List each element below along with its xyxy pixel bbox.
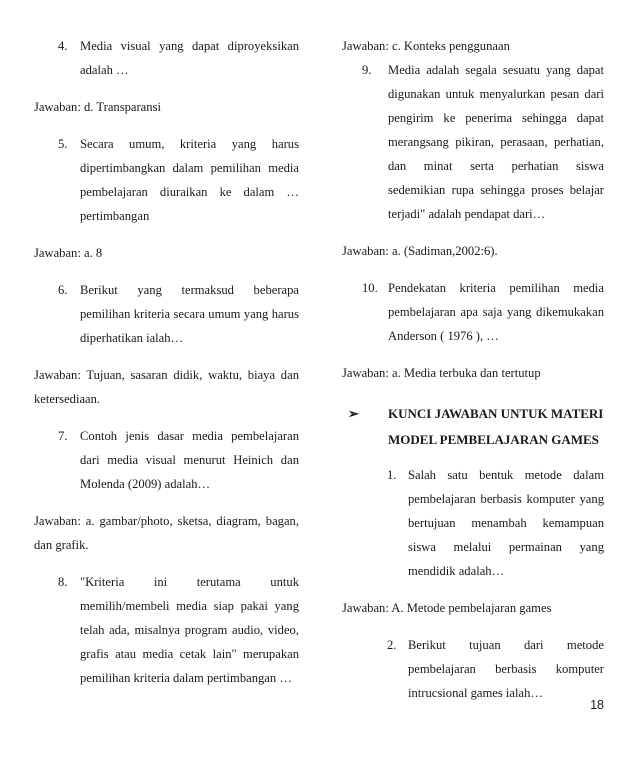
question-number: 2. [387,638,397,652]
answer-6: Jawaban: Tujuan, sasaran didik, waktu, biaya dan ketersediaan. [34,368,299,406]
question-10 [342,276,604,348]
section-heading [342,401,604,453]
answer-4: Jawaban: d. Transparansi [34,100,161,114]
question-number: 4. [58,39,68,53]
question-text: "Kriteria ini terutama untuk memilih/membeli media siap pakai yang telah ada, misalnya program audio, video, grafis atau media cetak lain" merupakan pemilihan kriteria dalam pertimbangan … [80,575,299,685]
question-9 [342,58,604,226]
answer-9: Jawaban: a. (Sadiman,2002:6). [342,244,498,258]
question-text: Pendekatan kriteria pemilihan media pembelajaran apa saja yang dikemukakan Anderson ( 1976 ), … [388,281,604,343]
answer-8: Jawaban: c. Konteks penggunaan [342,39,510,53]
arrow-bullet-icon: ➢ [348,406,359,421]
question-6 [34,278,299,350]
question-text: Media adalah segala sesuatu yang dapat digunakan untuk menyalurkan pesan dari pengirim ke penerima sehingga dapat merangsang pikiran, perasaan, perhatian, dan minat serta perhatian siswa sedemikian rupa sehingga proses belajar terjadi" adalah pendapat dari… [388,63,604,221]
games-question-1 [342,463,604,583]
question-number: 9. [362,63,372,77]
question-number: 7. [58,429,68,443]
question-text: Contoh jenis dasar media pembelajaran dari media visual menurut Heinich dan Molenda (2009) adalah… [80,429,299,491]
page-number: 18 [590,698,604,712]
question-number: 8. [58,575,68,589]
answer-5: Jawaban: a. 8 [34,246,103,260]
question-number: 1. [387,468,397,482]
games-question-2 [342,633,604,705]
games-answer-1: Jawaban: A. Metode pembelajaran games [342,601,552,615]
question-text: Berikut yang termaksud beberapa pemilihan kriteria secara umum yang harus diperhatikan ialah… [80,283,299,345]
question-4 [34,34,299,82]
question-number: 5. [58,137,68,151]
question-text: Media visual yang dapat diproyeksikan adalah … [80,39,299,77]
question-8 [34,570,299,690]
question-text: Secara umum, kriteria yang harus dipertimbangkan dalam pemilihan media pembelajaran diuraikan ke dalam … pertimbangan [80,137,299,223]
answer-7: Jawaban: a. gambar/photo, sketsa, diagram, bagan, dan grafik. [34,514,299,552]
question-text: Berikut tujuan dari metode pembelajaran berbasis komputer intrucsional games ialah… [408,638,604,700]
right-column [342,34,604,705]
question-number: 6. [58,283,68,297]
question-7 [34,424,299,496]
section-heading-text: KUNCI JAWABAN UNTUK MATERI MODEL PEMBELAJARAN GAMES [388,406,604,447]
question-text: Salah satu bentuk metode dalam pembelajaran berbasis komputer yang bertujuan menambah kemampuan siswa melalui permainan yang mendidik adalah… [408,468,604,578]
question-5 [34,132,299,228]
answer-10: Jawaban: a. Media terbuka dan tertutup [342,366,541,380]
question-number: 10. [362,281,378,295]
left-column [34,34,299,690]
